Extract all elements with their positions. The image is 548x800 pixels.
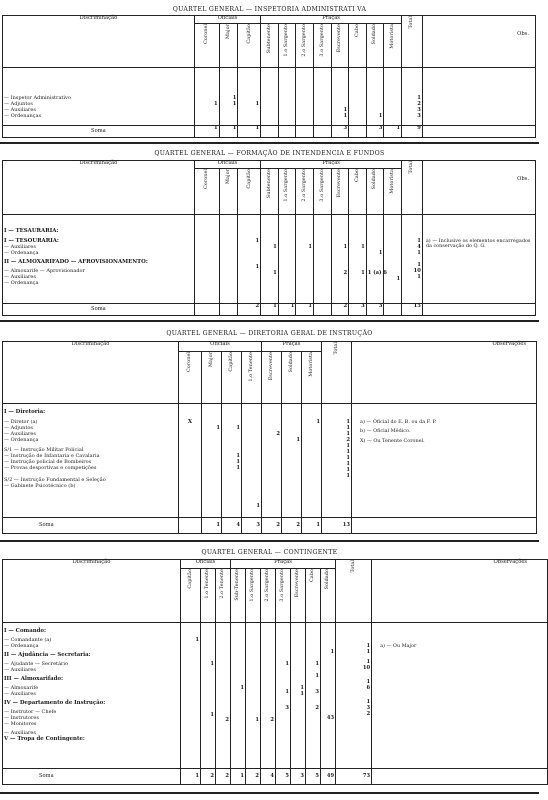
row-label: II — ALMOXARIFADO — AFROVISIONAMENTO:: [4, 259, 148, 265]
col-header: Soldado: [287, 352, 294, 373]
cell-value: 1: [255, 717, 260, 723]
col-header: Soldado: [324, 569, 331, 590]
header-pracas: Praças: [262, 342, 322, 352]
section-title: QUARTEL GENERAL — FORMAÇÃO DE INTENDENCIA E FUNDOS: [154, 150, 385, 157]
cell-value: 1: [346, 425, 351, 431]
cell-value: 3: [417, 107, 421, 113]
row-label: — Instrução policial de Bombeiros: [4, 459, 92, 465]
cell-value: 2: [417, 101, 421, 107]
soma-value: 1: [231, 769, 246, 785]
col-header: 2.o Sargento: [301, 24, 308, 57]
cell-value: 1: [308, 244, 312, 250]
table-contingente: [2, 559, 548, 785]
row-label: — Instrutores: [4, 715, 39, 721]
observation-note: b) — Oficial Médico.: [360, 428, 411, 435]
soma-value: 3: [291, 769, 306, 785]
table-body: [3, 404, 537, 518]
row-label: — Auxiliares: [4, 274, 36, 280]
header-pracas: Praças: [231, 560, 336, 569]
header-total: Total: [408, 16, 415, 29]
soma-value: 2: [201, 769, 216, 785]
table-body: [3, 68, 536, 126]
cell-value: 1: [361, 270, 365, 276]
row-label: S/2 — Instrução Fundamental e Seleção: [4, 477, 106, 483]
col-header: Capitão: [245, 169, 252, 189]
soma-value: [194, 304, 219, 316]
cell-value: 1: [378, 250, 383, 256]
soma-value: 2: [246, 769, 261, 785]
header-oficiais: Oficiais: [181, 560, 231, 569]
soma-value: [261, 126, 279, 138]
row-label: — Ordenança: [4, 250, 39, 256]
soma-value: 1: [202, 518, 222, 534]
cell-value: 1: [346, 461, 351, 467]
cell-value: 1: [255, 101, 260, 107]
cell-value: 2: [343, 270, 348, 276]
section-divider: [0, 792, 539, 794]
soma-value: 1: [384, 126, 402, 138]
cell-value: 2: [225, 717, 230, 723]
cell-value: 1: [214, 101, 218, 107]
col-header: 2.o Tenente: [219, 569, 226, 599]
table-body: [3, 623, 548, 769]
cell-value: 1: [236, 425, 240, 431]
soma-value: [313, 126, 331, 138]
soma-value: [313, 304, 331, 316]
observation-note: a) — Oficial do E. B. ou da F. P.: [360, 419, 437, 425]
cell-value: 1: [255, 264, 260, 270]
soma-row: [3, 518, 537, 534]
cell-value: 1: [285, 661, 290, 667]
cell-value: 6: [366, 685, 371, 691]
col-header: Major: [207, 352, 214, 368]
row-label: — Comandante (a): [4, 637, 52, 643]
cell-value: 4: [417, 244, 421, 250]
table-intendencia: [2, 160, 536, 316]
header-pracas: Praças: [261, 16, 402, 24]
section-title: QUARTEL GENERAL — CONTINGENTE: [201, 549, 338, 556]
cell-value: 1: [346, 455, 351, 461]
cell-value: 2: [366, 711, 371, 717]
soma-value: 5: [276, 769, 291, 785]
header-obs: Observações: [352, 342, 537, 404]
col-header: Coronel: [203, 169, 210, 190]
row-label: — Adjuntos: [4, 101, 33, 107]
cell-value: 2: [276, 431, 281, 437]
cell-value: 1: [417, 274, 421, 280]
soma-value: 2: [262, 518, 282, 534]
row-label: — Auxiliares: [4, 691, 36, 697]
cell-value: 1: [240, 685, 245, 691]
cell-value: 1: [343, 113, 348, 119]
cell-value: 1: [366, 699, 371, 705]
soma-row: [3, 126, 536, 138]
section-title: QUARTEL GENERAL — INSPETORIA ADMINISTRATI VA: [172, 6, 367, 13]
col-header: Motorista: [389, 169, 396, 194]
cell-value: 1: [232, 101, 237, 107]
soma-value: 2: [331, 304, 349, 316]
col-header: 2.o Sargento: [264, 569, 271, 602]
col-header: Motorista: [307, 352, 314, 377]
row-label: V — Tropa de Contingente:: [4, 736, 85, 742]
row-label: — Provas desportivas e competições: [4, 465, 97, 471]
observation-note: X) — Ou Tenente Coronel.: [360, 437, 425, 444]
cell-value: 1 (a) 6: [367, 270, 387, 276]
col-header: Capitão: [186, 569, 193, 589]
row-label: I — Comando:: [4, 628, 47, 634]
soma-value: [349, 126, 367, 138]
soma-value: 1: [278, 304, 296, 316]
col-header: 1.o Sargento: [283, 169, 290, 202]
col-header: Subtenente: [265, 24, 272, 54]
cell-value: 1: [300, 685, 305, 691]
col-header: Soldado: [371, 24, 378, 45]
soma-label: Soma: [3, 304, 195, 316]
header-total: Total: [408, 161, 415, 174]
soma-value: 1: [194, 126, 219, 138]
cell-value: 1: [361, 244, 365, 250]
cell-value: 1: [346, 449, 351, 455]
col-header: Cabo: [309, 569, 316, 583]
cell-value: 1: [417, 238, 421, 244]
header-discriminacao: Discriminação: [3, 161, 195, 215]
cell-value: 1: [343, 107, 348, 113]
cell-value: 3: [315, 689, 320, 695]
row-label: — Almoxarife: [4, 685, 39, 691]
soma-value: 1: [261, 304, 279, 316]
section-divider: [0, 540, 539, 542]
row-label: — Auxiliares: [4, 431, 36, 437]
row-label: — Gabinete Psicotécnico (b): [4, 483, 76, 489]
row-label: — Ordenança: [4, 437, 39, 443]
col-header: Escrevente: [336, 169, 343, 198]
col-header: Soldado: [371, 169, 378, 190]
row-label: — Auxiliares: [4, 244, 36, 250]
cell-value: 43: [326, 715, 335, 721]
col-header: Motorista: [389, 24, 396, 49]
row-label: II — Ajudância — Secretaria:: [4, 652, 91, 658]
cell-value: 1: [296, 437, 301, 443]
cell-value: X: [187, 419, 193, 425]
col-header: 3.o Sargento: [318, 24, 325, 57]
soma-value: [179, 518, 202, 534]
row-label: — Ordenança: [4, 280, 39, 286]
row-label: — Auxiliares: [4, 107, 36, 113]
soma-value: 1: [302, 518, 322, 534]
cell-value: 1: [232, 95, 237, 101]
row-label: — Instrução de Infantaria e Cavalaria: [4, 453, 100, 459]
cell-value: 1: [210, 712, 214, 718]
row-label: — Ajudante — Secretário: [4, 661, 69, 667]
cell-value: 1: [300, 691, 305, 697]
cell-value: 1: [343, 244, 348, 250]
col-header: 1.o Sargento: [283, 24, 290, 57]
table-inspetoria: [2, 15, 536, 138]
cell-value: 1: [417, 250, 421, 256]
section-title: QUARTEL GENERAL — DIRETORIA GERAL DE INSTRUÇÃO: [166, 330, 373, 337]
soma-value: 3: [242, 518, 262, 534]
header-total: Total: [332, 342, 339, 355]
cell-value: 1: [346, 443, 351, 449]
cell-value: 2: [270, 717, 275, 723]
header-obs: Observações: [372, 560, 548, 623]
col-header: Sub-Tenente: [234, 569, 241, 601]
soma-row: [3, 304, 536, 316]
cell-value: 2: [346, 437, 351, 443]
cell-value: 1: [236, 453, 240, 459]
col-header: Capitão: [245, 24, 252, 44]
col-header: Major: [224, 24, 231, 40]
col-header: Escrevente: [267, 352, 274, 381]
table-instrucao: [2, 341, 537, 534]
row-label: IV — Departamento de Instrução:: [4, 700, 106, 706]
cell-value: 1: [366, 659, 371, 665]
observation-note: a) — Inclusive os elementos encarregados da conservação do Q. G.: [425, 238, 531, 250]
cell-value: 1: [236, 459, 240, 465]
cell-value: 1: [346, 431, 351, 437]
soma-value: [296, 126, 314, 138]
cell-value: 1: [256, 503, 261, 509]
soma-value: 1: [219, 126, 238, 138]
soma-value: 5: [306, 769, 321, 785]
table-body: [3, 215, 536, 304]
cell-value: 3: [285, 705, 290, 711]
soma-value: 15: [402, 304, 423, 316]
cell-value: 1: [378, 113, 383, 119]
cell-value: 1: [366, 679, 371, 685]
cell-value: 1: [236, 465, 240, 471]
soma-value: 2: [282, 518, 302, 534]
cell-value: 1: [216, 425, 220, 431]
header-oficiais: Oficiais: [179, 342, 262, 352]
soma-value: 49: [321, 769, 336, 785]
cell-value: 1: [366, 643, 371, 649]
cell-value: 3: [417, 113, 421, 119]
soma-value: 73: [336, 769, 372, 785]
row-label: — Monitores: [4, 721, 37, 727]
cell-value: 3: [366, 705, 371, 711]
row-label: — Ordenanças: [4, 113, 42, 119]
header-discriminacao: Discriminação: [3, 560, 181, 623]
cell-value: 1: [315, 673, 320, 679]
header-oficiais: Oficiais: [194, 161, 260, 169]
soma-value: 9: [402, 126, 423, 138]
soma-label: Soma: [3, 518, 179, 534]
col-header: Coronel: [203, 24, 210, 45]
header-discriminacao: Discriminação: [3, 342, 179, 404]
section-divider: [0, 320, 539, 322]
cell-value: 1: [273, 244, 277, 250]
row-label: I — Diretoria:: [4, 409, 46, 415]
cell-value: 1: [417, 262, 421, 268]
soma-row: [3, 769, 548, 785]
row-label: — Almoxarife — Aprovisionador: [4, 268, 85, 274]
row-label: — Instrutor — Chefe: [4, 709, 57, 715]
cell-value: 1: [195, 637, 199, 643]
soma-value: 2: [216, 769, 231, 785]
row-label: — Auxiliares: [4, 730, 36, 736]
row-label: — Auxiliares: [4, 667, 36, 673]
cell-value: 1: [346, 473, 351, 479]
col-header: Cabo: [353, 169, 360, 183]
row-label: — Diretor (a): [4, 419, 38, 425]
cell-value: 1: [346, 419, 351, 425]
cell-value: 1: [273, 270, 277, 276]
header-total: Total: [349, 560, 356, 573]
col-header: 2.o Sargento: [301, 169, 308, 202]
soma-value: [278, 126, 296, 138]
soma-value: 13: [322, 518, 352, 534]
cell-value: 10: [362, 665, 371, 671]
col-header: Major: [224, 169, 231, 185]
soma-value: 3: [349, 304, 367, 316]
col-header: 1.o Tenente: [247, 352, 254, 382]
col-header: 3.o Sargento: [318, 169, 325, 202]
soma-value: 3: [366, 126, 384, 138]
soma-value: 4: [222, 518, 242, 534]
cell-value: 1: [366, 649, 371, 655]
soma-value: 1: [181, 769, 201, 785]
row-label: III — Almoxarifado:: [4, 676, 63, 682]
soma-label: Soma: [3, 126, 195, 138]
row-label: I — TESOURARIA:: [4, 238, 59, 244]
observation-note: a) — Ou Major: [380, 643, 417, 649]
col-header: Coronel: [186, 352, 193, 373]
soma-value: 3: [331, 126, 349, 138]
row-label: — Adjuntos: [4, 425, 33, 431]
soma-value: 2: [238, 304, 261, 316]
cell-value: 1: [330, 649, 335, 655]
soma-value: [219, 304, 238, 316]
soma-label: Soma: [3, 769, 181, 785]
cell-value: [385, 96, 400, 102]
soma-value: 3: [366, 304, 384, 316]
soma-value: 1: [296, 304, 314, 316]
col-header: Subtenente: [265, 169, 272, 199]
col-header: Capitão: [227, 352, 234, 372]
header-discriminacao: Discriminação: [3, 16, 195, 68]
soma-value: 4: [261, 769, 276, 785]
row-label: — Ordenança: [4, 643, 39, 649]
col-header: 3.o Sargento: [279, 569, 286, 602]
col-header: 1.o Sargento: [249, 569, 256, 602]
soma-value: [384, 304, 402, 316]
col-header: Escrevente: [336, 24, 343, 53]
soma-value: 1: [238, 126, 261, 138]
row-label: I — TESAURARIA:: [4, 228, 59, 234]
section-divider: [0, 142, 539, 144]
row-label: — Inspetor Administrativo: [4, 95, 71, 101]
cell-value: 1: [316, 419, 321, 425]
header-obs: Obs.: [422, 161, 535, 215]
row-label: S/1 — Instrução Militar Policial: [4, 447, 84, 453]
header-pracas: Praças: [261, 161, 402, 169]
cell-value: 10: [413, 268, 421, 274]
cell-value: 1: [285, 689, 290, 695]
col-header: Escrevente: [294, 569, 301, 598]
cell-value: 1: [255, 238, 260, 244]
cell-value: 2: [315, 705, 320, 711]
cell-value: 1: [315, 661, 320, 667]
header-obs: Obs.: [422, 16, 535, 68]
cell-value: 1: [417, 95, 421, 101]
cell-value: 1: [346, 467, 351, 473]
cell-value: 1: [210, 661, 214, 667]
col-header: Cabo: [353, 24, 360, 38]
col-header: 1.o Tenente: [204, 569, 211, 599]
header-oficiais: Oficiais: [194, 16, 260, 24]
cell-value: 1: [396, 276, 401, 282]
